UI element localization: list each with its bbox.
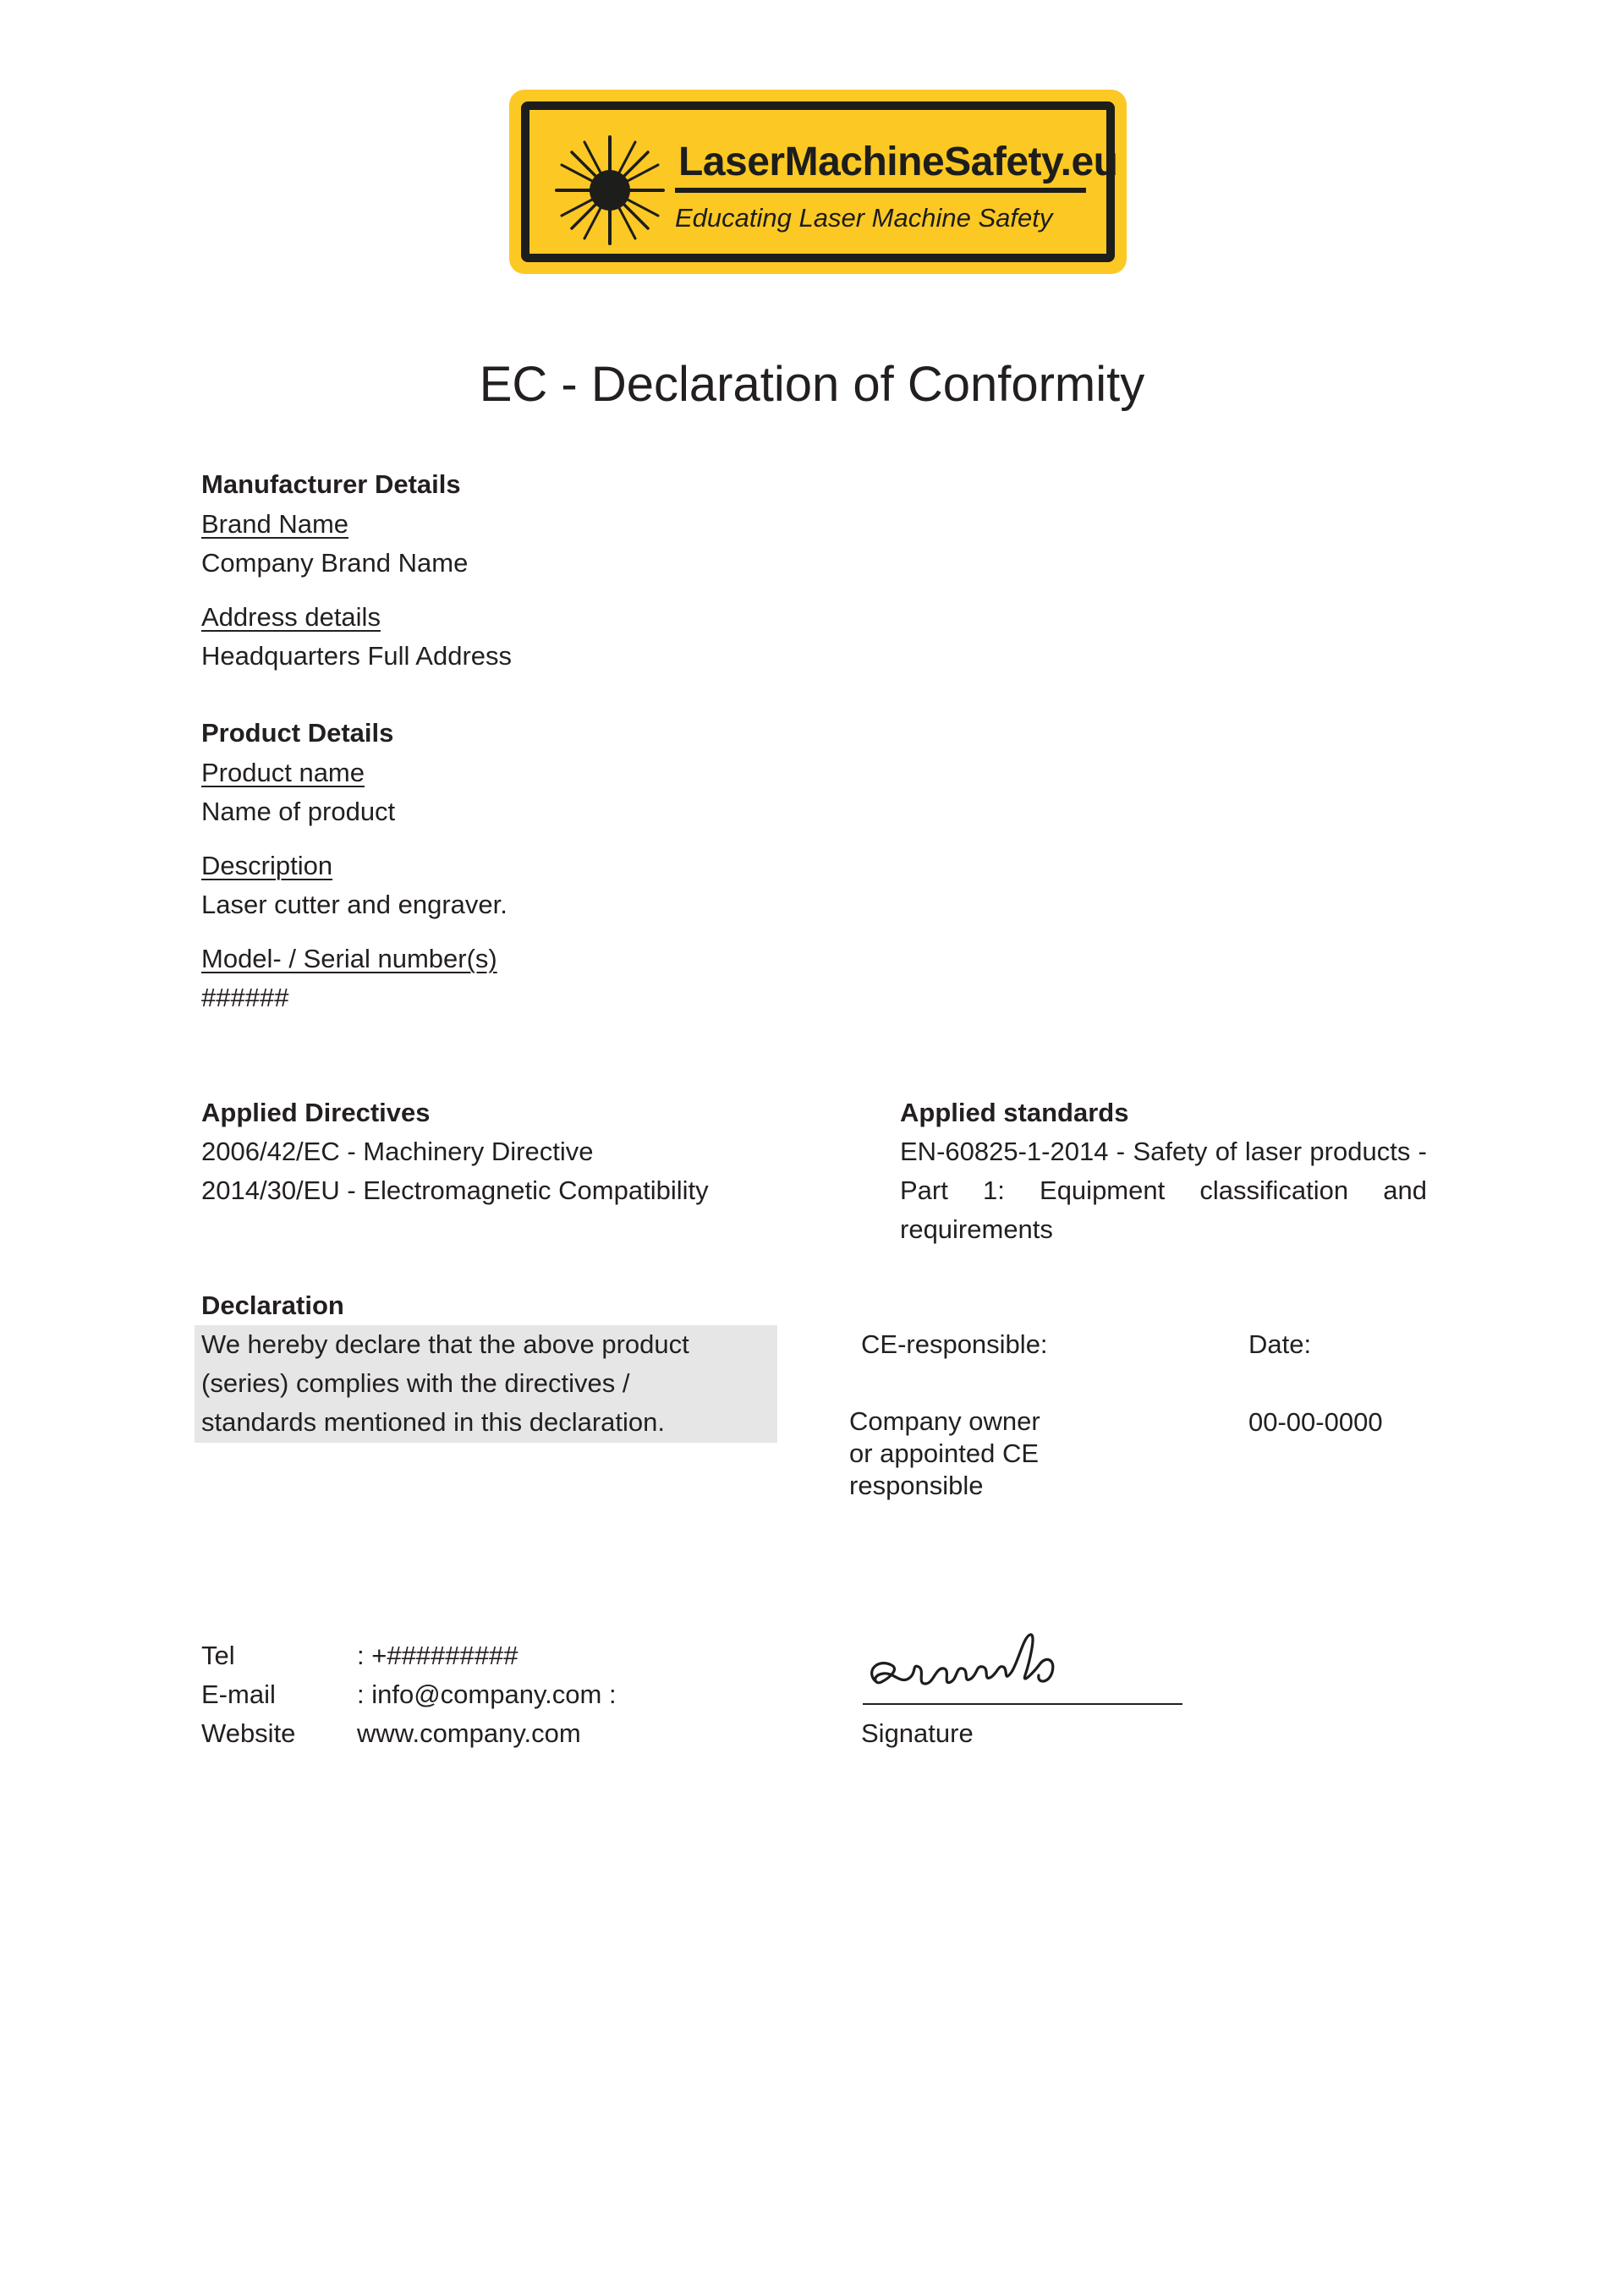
date-label: Date: xyxy=(1248,1329,1312,1359)
address-value: Headquarters Full Address xyxy=(201,641,513,671)
ce-responsible-line: responsible xyxy=(849,1471,984,1500)
serial-number-label: Model- / Serial number(s) xyxy=(201,944,497,973)
declaration-line: standards mentioned in this declaration. xyxy=(201,1407,665,1437)
signature-label: Signature xyxy=(861,1718,974,1748)
standards-text: EN-60825-1-2014 - Safety of laser products - Part 1: Equipment classification and requirements xyxy=(900,1137,1427,1244)
handwritten-signature xyxy=(863,1619,1074,1704)
ce-responsible-value xyxy=(849,1406,1040,1502)
page-title: EC - Declaration of Conformity xyxy=(479,357,1145,412)
serial-number-value: ###### xyxy=(201,983,289,1012)
ce-responsible-label: CE-responsible: xyxy=(861,1329,1048,1359)
website-value: www.company.com xyxy=(357,1718,581,1748)
brand-name-value: Company Brand Name xyxy=(201,548,469,578)
standards-heading: Applied standards xyxy=(900,1098,1129,1127)
directive-item: 2014/30/EU - Electromagnetic Compatibility xyxy=(201,1175,709,1205)
tel-value: : +######### xyxy=(357,1641,518,1670)
signature-line xyxy=(863,1703,1182,1705)
ce-responsible-line: or appointed CE xyxy=(849,1438,1040,1468)
tel-label: Tel xyxy=(201,1641,235,1670)
manufacturer-heading: Manufacturer Details xyxy=(201,469,461,499)
declaration-heading: Declaration xyxy=(201,1290,344,1320)
ce-responsible-line: Company owner xyxy=(849,1406,1040,1436)
description-value: Laser cutter and engraver. xyxy=(201,890,508,919)
date-value: 00-00-0000 xyxy=(1248,1407,1383,1437)
email-value: : info@company.com : xyxy=(357,1680,617,1709)
declaration-line: We hereby declare that the above product xyxy=(201,1329,689,1359)
email-label: E-mail xyxy=(201,1680,276,1709)
product-name-value: Name of product xyxy=(201,797,396,826)
directive-item: 2006/42/EC - Machinery Directive xyxy=(201,1137,594,1166)
logo-tagline: Educating Laser Machine Safety xyxy=(675,203,1053,233)
product-heading: Product Details xyxy=(201,718,394,748)
address-label: Address details xyxy=(201,602,381,632)
logo xyxy=(509,90,1127,274)
brand-name-label: Brand Name xyxy=(201,509,349,539)
declaration-line: (series) complies with the directives / xyxy=(201,1368,630,1398)
laser-warning-starburst-icon xyxy=(555,135,665,245)
product-name-label: Product name xyxy=(201,758,365,787)
logo-frame xyxy=(521,101,1118,262)
website-label: Website xyxy=(201,1718,296,1748)
logo-brand-text: LaserMachineSafety.eu xyxy=(678,140,1118,184)
description-label: Description xyxy=(201,851,333,880)
directives-heading: Applied Directives xyxy=(201,1098,431,1127)
logo-divider xyxy=(675,188,1086,193)
